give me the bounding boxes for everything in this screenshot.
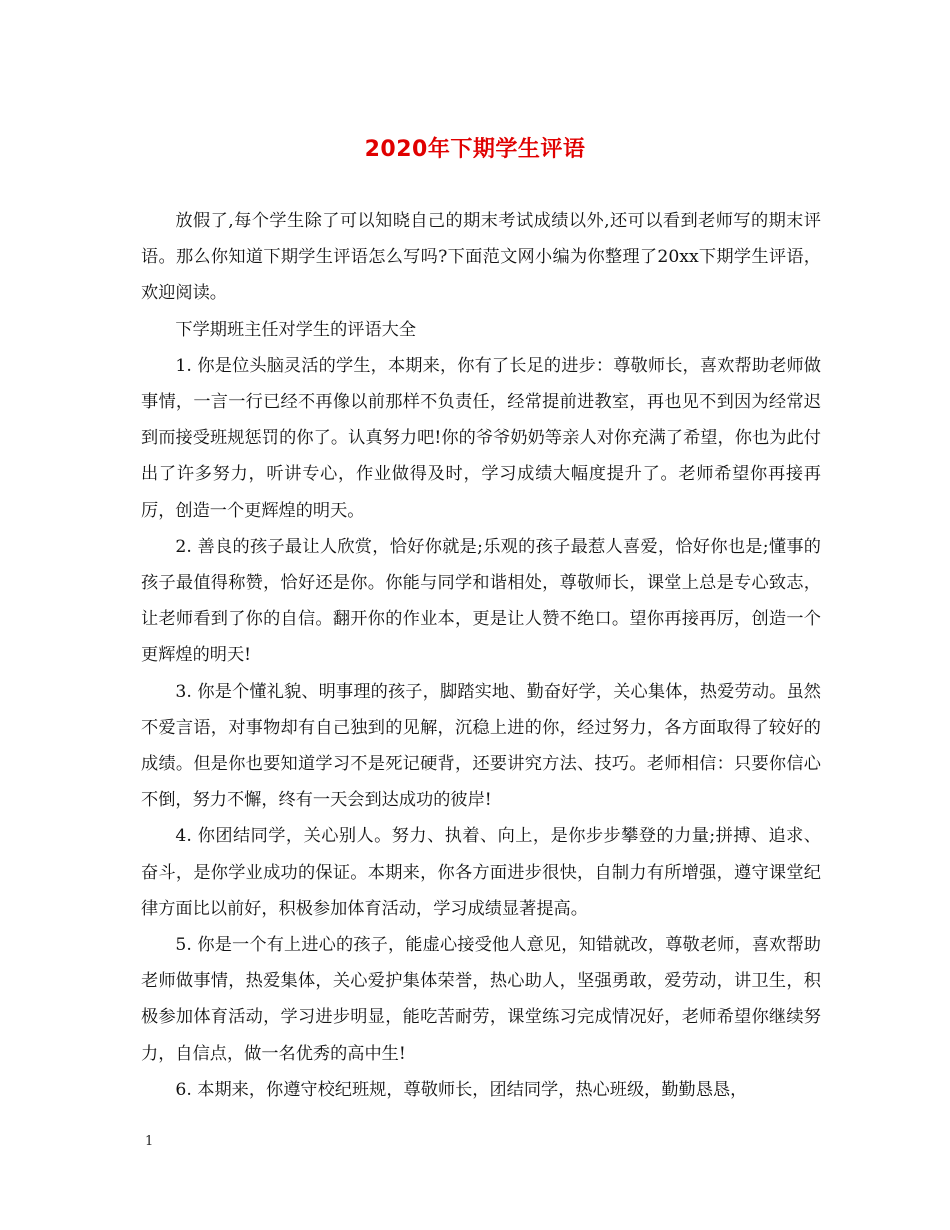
paragraph-comment-5: 5. 你是一个有上进心的孩子，能虚心接受他人意见，知错就改，尊敬老师，喜欢帮助老师做事情，热爱集体，关心爱护集体荣誉，热心助人，坚强勇敢，爱劳动，讲卫生，积极参加体育活动，学习进步明显，能吃苦耐劳，课堂练习完成情况好，老师希望你继续努力，自信点，做一名优秀的高中生! <box>141 935 821 1064</box>
paragraph-comment-3: 3. 你是个懂礼貌、明事理的孩子，脚踏实地、勤奋好学，关心集体，热爱劳动。虽然不爱言语，对事物却有自己独到的见解，沉稳上进的你，经过努力，各方面取得了较好的成绩。但是你也要知道学习不是死记硬背，还要讲究方法、技巧。老师相信：只要你信心不倒，努力不懈，终有一天会到达成功的彼岸! <box>141 681 821 811</box>
paragraph-comment-2: 2. 善良的孩子最让人欣赏，恰好你就是;乐观的孩子最惹人喜爱，恰好你也是;懂事的孩子最值得称赞，恰好还是你。你能与同学和谐相处，尊敬师长，课堂上总是专心致志，让老师看到了你的自信。翻开你的作业本，更是让人赞不绝口。望你再接再厉，创造一个更辉煌的明天! <box>141 536 821 666</box>
paragraph-comment-6: 6. 本期来，你遵守校纪班规，尊敬师长，团结同学，热心班级，勤勤恳恳， <box>175 1079 748 1100</box>
paragraph-heading: 下学期班主任对学生的评语大全 <box>175 319 417 340</box>
document-body <box>141 203 821 1108</box>
page-number: 1 <box>145 1134 154 1149</box>
paragraph-comment-4: 4. 你团结同学，关心别人。努力、执着、向上，是你步步攀登的力量;拼搏、追求、奋斗，是你学业成功的保证。本期来，你各方面进步很快，自制力有所增强，遵守课堂纪律方面比以前好，积极参加体育活动，学习成绩显著提高。 <box>141 826 821 919</box>
paragraph-comment-1: 1. 你是位头脑灵活的学生，本期来，你有了长足的进步：尊敬师长，喜欢帮助老师做事情，一言一行已经不再像以前那样不负责任，经常提前进教室，再也见不到因为经常迟到而接受班规惩罚的你了。认真努力吧!你的爷爷奶奶等亲人对你充满了希望，你也为此付出了许多努力，听讲专心，作业做得及时，学习成绩大幅度提升了。老师希望你再接再厉，创造一个更辉煌的明天。 <box>141 355 821 521</box>
paragraph-intro: 放假了,每个学生除了可以知晓自己的期末考试成绩以外,还可以看到老师写的期末评语。那么你知道下期学生评语怎么写吗?下面范文网小编为你整理了20xx下期学生评语，欢迎阅读。 <box>141 211 821 304</box>
document-title: 2020年下期学生评语 <box>364 137 586 162</box>
